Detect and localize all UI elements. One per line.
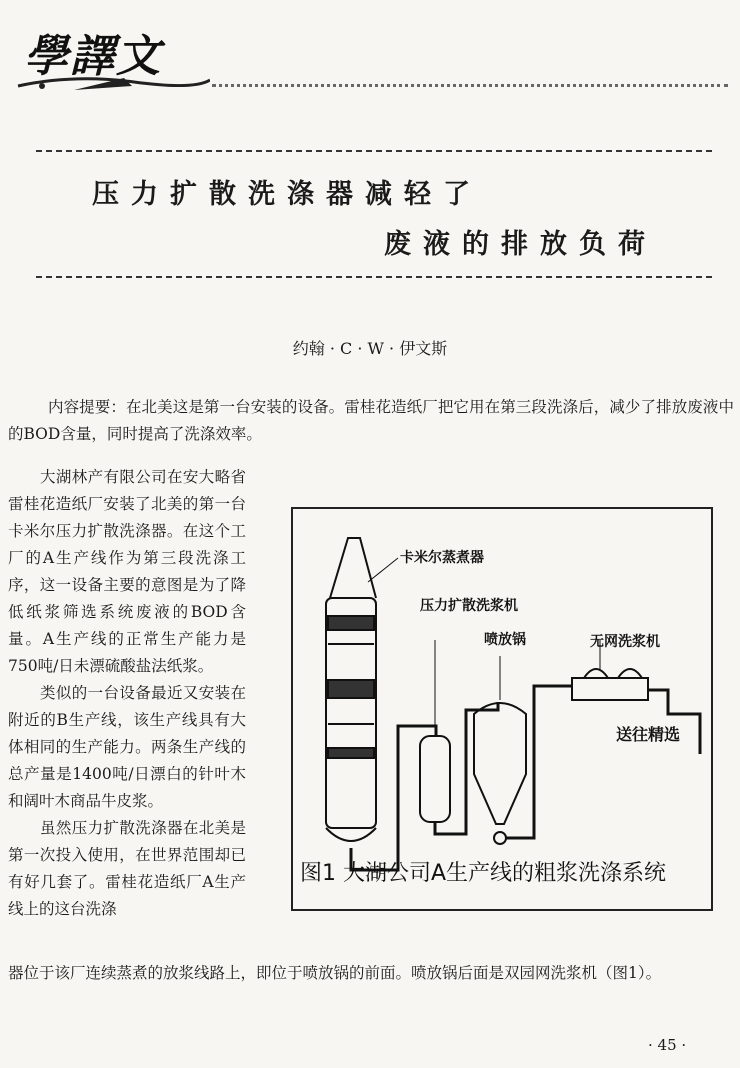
body-column xyxy=(8,464,246,923)
header-rule xyxy=(212,84,728,87)
paragraph-2: 类似的一台设备最近又安装在附近的B生产线，该生产线具有大体相同的生产能力。两条生产线的总产量是1400吨/日漂白的针叶木和阔叶木商品牛皮浆。 xyxy=(8,684,246,810)
title-rule-top xyxy=(36,150,712,152)
digester-vessel xyxy=(326,538,376,841)
diffuser-vessel xyxy=(420,640,450,822)
abstract: 内容提要：在北美这是第一台安装的设备。雷桂花造纸厂把它用在第三段洗涤后，减少了排放废液中的BOD含量，同时提高了洗涤效率。 xyxy=(8,398,734,443)
column-logo-text: 學譯文 xyxy=(24,31,162,82)
paragraph-1: 大湖林产有限公司在安大略省雷桂花造纸厂安装了北美的第一台卡米尔压力扩散洗涤器。在这个工厂的A生产线作为第三段洗涤工序，这一设备主要的意图是为了降低纸浆筛选系统废液的BOD含量。A生产线的正常生产能力是750吨/日未漂硫酸盐法纸浆。 xyxy=(8,468,246,675)
figure-1 xyxy=(288,504,736,916)
pipe-2 xyxy=(435,702,498,834)
figure-caption: 图1 大湖公司A生产线的粗浆洗涤系统 xyxy=(300,861,667,886)
article-title-line2: 废液的排放负荷 xyxy=(384,229,657,260)
label-diffuser: 压力扩散洗浆机 xyxy=(420,598,518,614)
paragraph-3-continued: 器位于该厂连续蒸煮的放浆线路上，即位于喷放锅的前面。喷放锅后面是双园网洗浆机（图1）。 xyxy=(8,964,662,982)
column-logo xyxy=(14,16,210,96)
blow-tank-vessel xyxy=(474,656,526,844)
label-blow-tank: 喷放锅 xyxy=(484,632,526,648)
paragraph-3: 虽然压力扩散洗涤器在北美是第一次投入使用，在世界范围却已有好几套了。雷桂花造纸厂A生产线上的这台洗涤 xyxy=(8,819,246,918)
article-title-line1: 压力扩散洗涤器减轻了 xyxy=(92,179,482,210)
process-diagram xyxy=(288,504,736,916)
pipe-4 xyxy=(648,690,700,754)
label-digester: 卡米尔蒸煮器 xyxy=(400,550,484,566)
label-washer: 无网洗浆机 xyxy=(590,634,660,650)
author: 约翰 · C · W · 伊文斯 xyxy=(292,339,448,358)
title-rule-bottom xyxy=(36,276,712,278)
label-output: 送往精选 xyxy=(616,725,681,744)
logo-decoration xyxy=(14,16,210,96)
page-number: · 45 · xyxy=(648,1036,687,1054)
pipe-3 xyxy=(506,686,572,838)
